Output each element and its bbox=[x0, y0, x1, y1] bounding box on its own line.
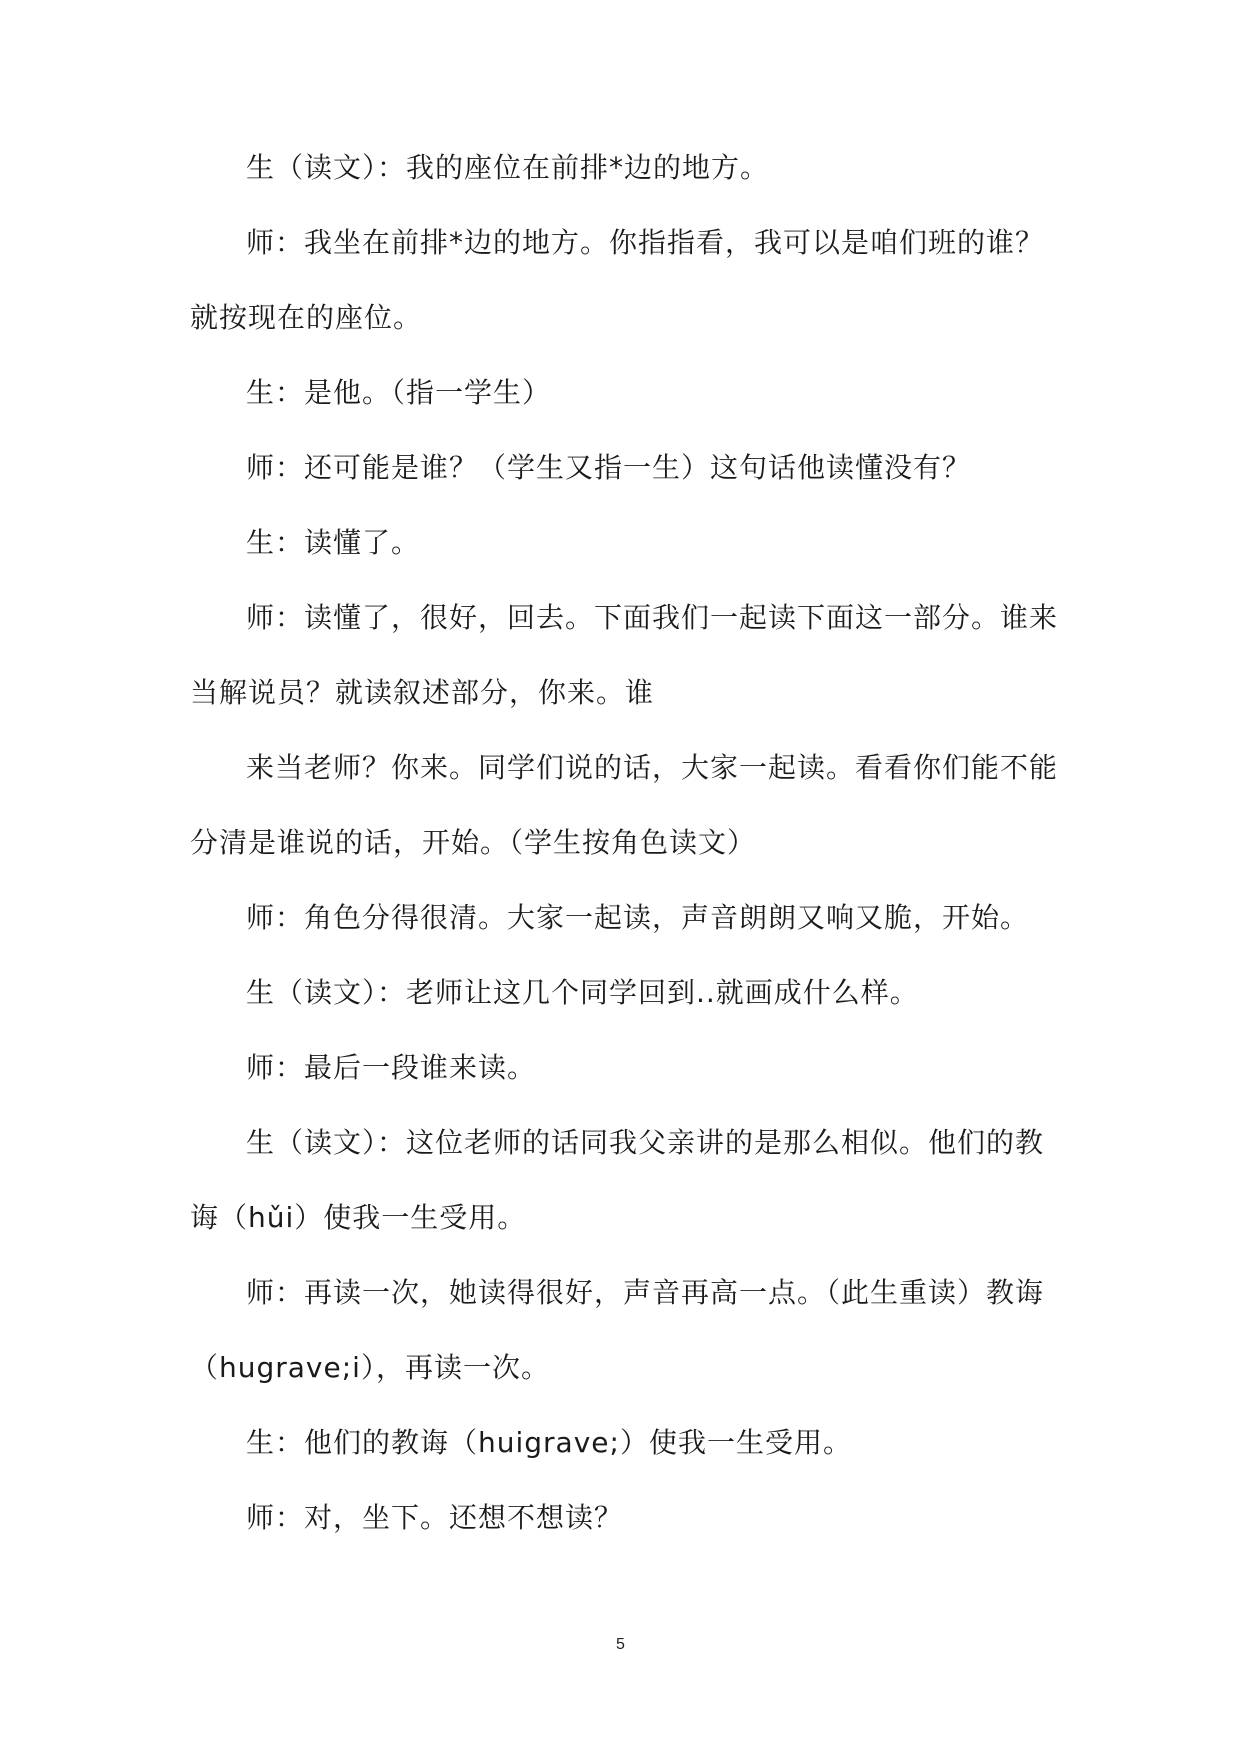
text-line: 生：读懂了。 bbox=[246, 526, 421, 559]
text-line: 师：对，坐下。还想不想读？ bbox=[246, 1501, 624, 1534]
text-line: 师：我坐在前排*边的地方。你指指看，我可以是咱们班的谁？ bbox=[246, 226, 1045, 259]
page-number: 5 bbox=[616, 1636, 625, 1653]
text-line: （hugrave;i），再读一次。 bbox=[190, 1351, 550, 1384]
text-line: 诲（hǔi）使我一生受用。 bbox=[190, 1201, 527, 1234]
text-line: 师：还可能是谁？（学生又指一生）这句话他读懂没有？ bbox=[246, 451, 972, 484]
text-line: 生（读文）：我的座位在前排*边的地方。 bbox=[246, 151, 770, 184]
text-line: 生（读文）：这位老师的话同我父亲讲的是那么相似。他们的教 bbox=[246, 1126, 1045, 1159]
text-line: 师：再读一次，她读得很好，声音再高一点。（此生重读）教诲 bbox=[246, 1276, 1045, 1309]
text-line: 师：最后一段谁来读。 bbox=[246, 1051, 537, 1084]
text-line: 分清是谁说的话，开始。（学生按角色读文） bbox=[190, 826, 757, 859]
text-line: 当解说员？就读叙述部分，你来。谁 bbox=[190, 676, 655, 709]
text-line: 就按现在的座位。 bbox=[190, 301, 423, 334]
text-line: 师：读懂了，很好，回去。下面我们一起读下面这一部分。谁来 bbox=[246, 601, 1059, 634]
text-line: 生：是他。（指一学生） bbox=[246, 376, 552, 409]
text-line: 来当老师？你来。同学们说的话，大家一起读。看看你们能不能 bbox=[246, 751, 1059, 784]
text-line: 师：角色分得很清。大家一起读，声音朗朗又响又脆，开始。 bbox=[246, 901, 1030, 934]
text-line: 生（读文）：老师让这几个同学回到..就画成什么样。 bbox=[246, 976, 919, 1009]
text-line: 生：他们的教诲（huigrave;）使我一生受用。 bbox=[246, 1426, 852, 1459]
